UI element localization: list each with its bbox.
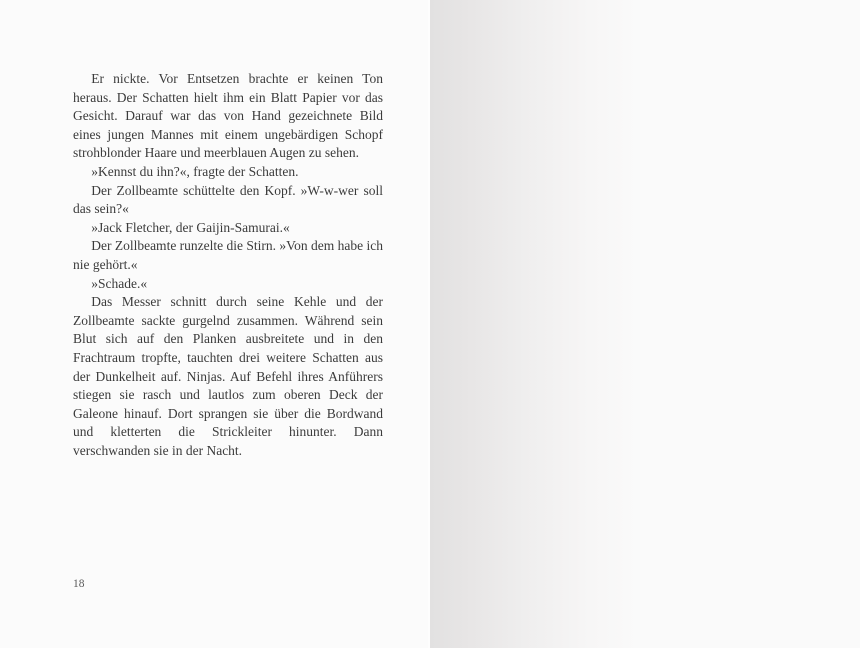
body-text: »Jack Fletcher, der Gaijin-Samurai.« bbox=[91, 219, 290, 235]
right-page bbox=[430, 0, 860, 648]
paragraph bbox=[73, 163, 383, 182]
body-text: Er nickte. Vor Entsetzen brachte er keinen Ton heraus. Der Schatten hielt ihm ein Blatt Papier vor das Gesicht. Darauf war das von Hand gezeichnete Bild eines jungen Mannes mit einem ungebärdigen Schopf strohblonder Haare und meerblauen Augen zu sehen. bbox=[73, 71, 383, 161]
paragraph bbox=[73, 219, 383, 238]
gutter-shadow bbox=[430, 0, 640, 648]
paragraph bbox=[73, 70, 383, 163]
paragraph bbox=[73, 293, 383, 460]
body-text: »Kennst du ihn?«, fragte der Schatten. bbox=[91, 163, 299, 179]
body-text: Das Messer schnitt durch seine Kehle und der Zollbeamte sackte gurgelnd zusammen. Während sein Blut sich auf den Planken ausbreitete und in den Frachtraum tropfte, tauchten drei weitere Schatten aus der Dunkelheit auf. Ninjas. Auf Befehl ihres Anführers stiegen sie rasch und lautlos zum oberen Deck der Galeone hinauf. Dort sprangen sie über die Bordwand und kletterten die Strickleiter hinunter. Dann verschwanden sie in der Nacht. bbox=[73, 294, 383, 458]
body-text: »Schade.« bbox=[91, 275, 148, 291]
body-text: Der Zollbeamte runzelte die Stirn. »Von dem habe ich nie gehört.« bbox=[73, 238, 384, 272]
paragraph bbox=[73, 182, 383, 219]
paragraph bbox=[73, 237, 383, 274]
paragraph bbox=[73, 275, 383, 294]
left-page-text-block bbox=[73, 70, 383, 460]
body-text: Der Zollbeamte schüttelte den Kopf. »W-w-wer soll das sein?« bbox=[73, 182, 383, 217]
left-page-number: 18 bbox=[73, 578, 85, 590]
